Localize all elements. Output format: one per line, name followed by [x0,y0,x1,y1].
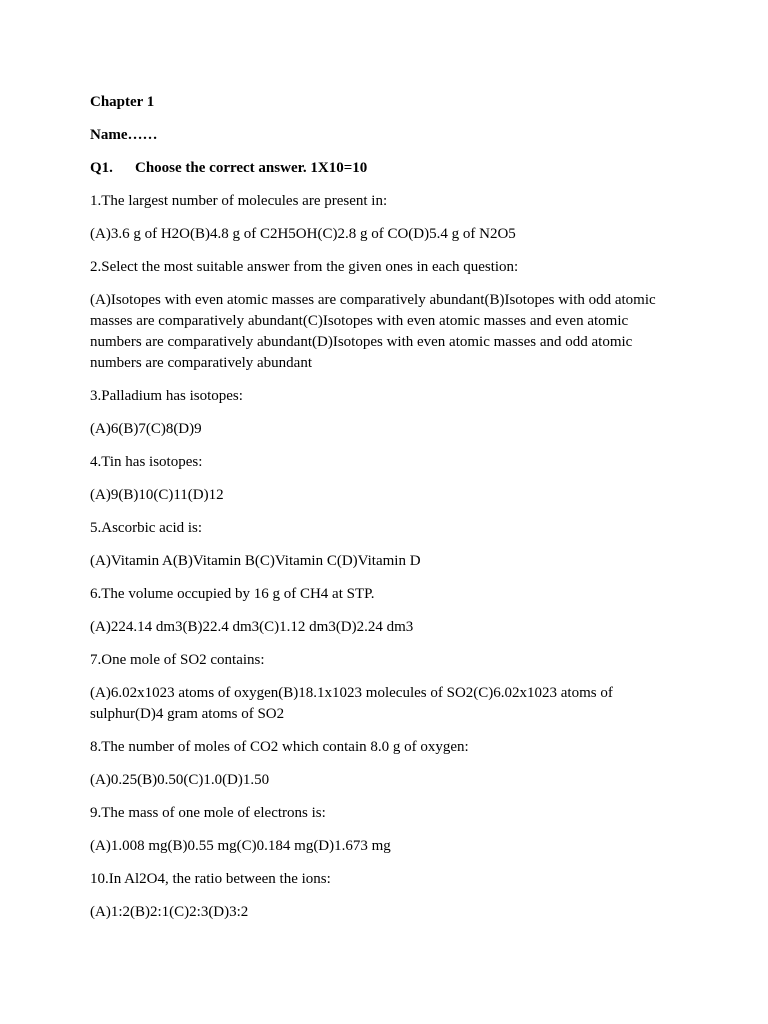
section-number: Q1. [90,160,113,176]
question-3-text: 3.Palladium has isotopes: [90,388,243,404]
question-2-text: 2.Select the most suitable answer from the given ones in each question: [90,259,519,275]
question-2-options: (A)Isotopes with even atomic masses are comparatively abundant(B)Isotopes with odd atomic masses are comparatively abundant(C)Isotopes with even atomic masses and even atomic numbers are comparatively abundant(D)Isotopes with even atomic masses and odd atomic numbers are comparatively abundant [90,292,656,371]
section-instruction: Choose the correct answer. 1X10=10 [135,160,368,176]
question-8-text: 8.The number of moles of CO2 which contain 8.0 g of oxygen: [90,739,469,755]
question-3-options: (A)6(B)7(C)8(D)9 [90,421,202,437]
question-8-options: (A)0.25(B)0.50(C)1.0(D)1.50 [90,772,270,788]
section-heading [90,158,670,179]
question-6-text: 6.The volume occupied by 16 g of CH4 at STP. [90,586,375,602]
question-6-options: (A)224.14 dm3(B)22.4 dm3(C)1.12 dm3(D)2.24 dm3 [90,619,414,635]
question-10-text: 10.In Al2O4, the ratio between the ions: [90,871,331,887]
question-4-text: 4.Tin has isotopes: [90,454,203,470]
question-5-options: (A)Vitamin A(B)Vitamin B(C)Vitamin C(D)Vitamin D [90,553,421,569]
question-10-options: (A)1:2(B)2:1(C)2:3(D)3:2 [90,904,249,920]
question-7-options: (A)6.02x1023 atoms of oxygen(B)18.1x1023 molecules of SO2(C)6.02x1023 atoms of sulphur(D)4 gram atoms of SO2 [90,685,613,722]
document-page [90,92,670,935]
question-5-text: 5.Ascorbic acid is: [90,520,203,536]
question-9-options: (A)1.008 mg(B)0.55 mg(C)0.184 mg(D)1.673 mg [90,838,391,854]
question-9-text: 9.The mass of one mole of electrons is: [90,805,326,821]
chapter-heading: Chapter 1 [90,94,155,110]
question-1-text: 1.The largest number of molecules are present in: [90,193,388,209]
question-4-options: (A)9(B)10(C)11(D)12 [90,487,224,503]
question-7-text: 7.One mole of SO2 contains: [90,652,265,668]
name-field: Name…… [90,127,158,143]
question-1-options: (A)3.6 g of H2O(B)4.8 g of C2H5OH(C)2.8 g of CO(D)5.4 g of N2O5 [90,226,516,242]
